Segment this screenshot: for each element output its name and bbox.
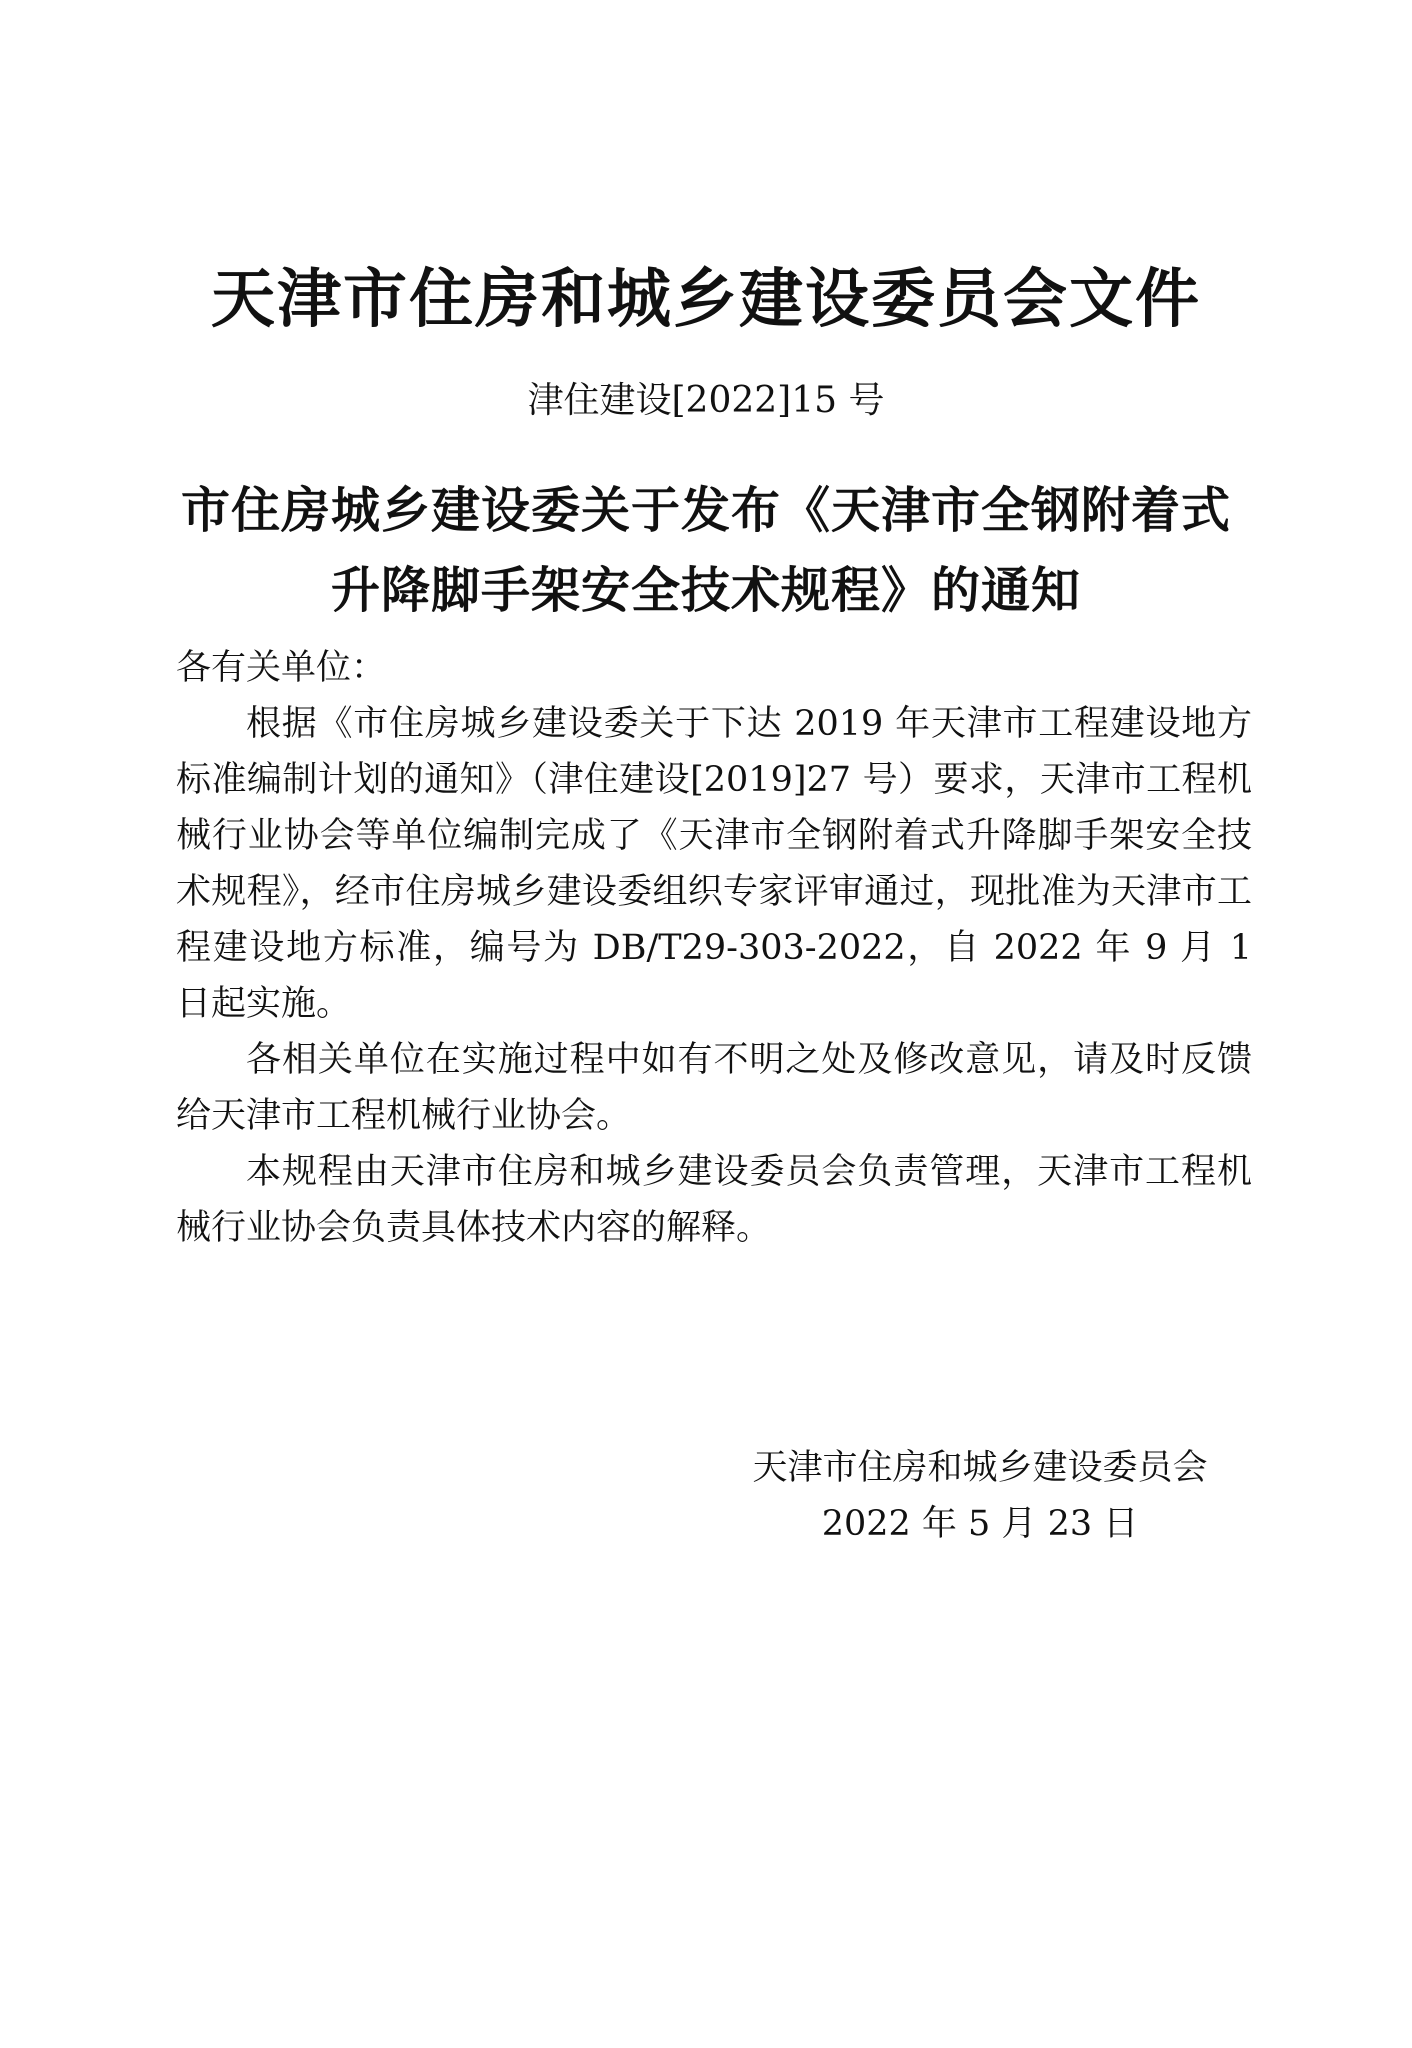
document-number: 津住建设[2022]15 号 (527, 380, 885, 421)
salutation: 各有关单位： (176, 648, 387, 688)
body-paragraph-2: 各相关单位在实施过程中如有不明之处及修改意见，请及时反馈给天津市工程机械行业协会。 (176, 1040, 1252, 1136)
signature-issuer: 天津市住房和城乡建设委员会 (752, 1448, 1208, 1488)
document-header: 天津市住房和城乡建设委员会文件 (211, 262, 1201, 337)
document-title (120, 470, 1292, 630)
document-title-line-2: 升降脚手架安全技术规程》的通知 (330, 561, 1081, 619)
signature-date: 2022 年 5 月 23 日 (821, 1504, 1139, 1544)
document-body (176, 640, 1252, 1256)
signature-block (700, 1440, 1260, 1552)
body-paragraph-3: 本规程由天津市住房和城乡建设委员会负责管理，天津市工程机械行业协会负责具体技术内容的解释。 (176, 1152, 1252, 1248)
body-paragraph-1: 根据《市住房城乡建设委关于下达 2019 年天津市工程建设地方标准编制计划的通知》（津住建设[2019]27 号）要求，天津市工程机械行业协会等单位编制完成了《天津市全钢附着式升降脚手架安全技术规程》，经市住房城乡建设委组织专家评审通过，现批准为天津市工程建设地方标准，编号为 DB/T29-303-2022，自 2022 年 9 月 1 日起实施。 (176, 704, 1252, 1024)
document-title-line-1: 市住房城乡建设委关于发布《天津市全钢附着式 (180, 481, 1231, 539)
